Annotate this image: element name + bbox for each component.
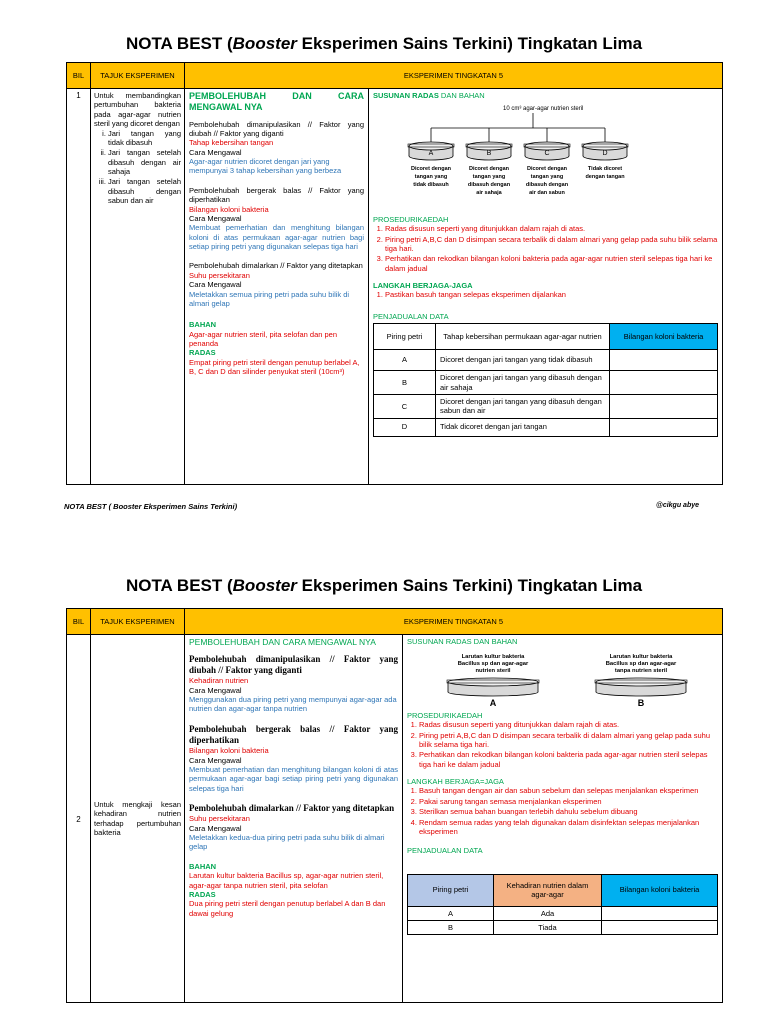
dish-caption: tangan yang bbox=[472, 174, 506, 181]
bil-cell: 2 bbox=[67, 635, 91, 1003]
table-row: B Tiada bbox=[408, 921, 718, 935]
pemboleh-heading: PEMBOLEHUBAH DAN CARA MENGAWAL NYA bbox=[189, 637, 376, 647]
petri-dish-b bbox=[466, 142, 512, 160]
petri-dish-a bbox=[447, 678, 539, 696]
dish-caption: tidak dibasuh bbox=[413, 182, 449, 189]
dish-label: C bbox=[544, 150, 550, 158]
experiment-table-1 bbox=[66, 62, 723, 485]
experiment-table-2 bbox=[66, 608, 723, 1003]
dish-caption: Bacillus sp dan agar-agar bbox=[605, 661, 677, 668]
data-table-1: Piring petri Tahap kebersihan permukaan agar-agar nutrien Bilangan koloni bakteria A Dicoret dengan jari tangan yang tidak dibasuh B Dicoret dengan jari tangan yang dibasuh dengan air sahaja C Dicoret dengan jari tangan yang dibasuh dengan sabun dan air D Tidak dicoret dengan jari tangan bbox=[373, 323, 718, 437]
dish-caption: dibasuh dengan bbox=[467, 182, 511, 189]
table-row: A Dicoret dengan jari tangan yang tidak dibasuh bbox=[374, 350, 718, 371]
langkah-heading: LANGKAH BERJAGA-JAGA bbox=[373, 281, 473, 290]
dish-caption: Larutan kultur bakteria bbox=[609, 654, 673, 661]
dish-caption: Dicoret dengan bbox=[410, 166, 452, 173]
dish-caption: dengan tangan bbox=[585, 174, 625, 181]
header-bil: BIL bbox=[67, 63, 91, 89]
dish-caption: nutrien steril bbox=[475, 668, 511, 675]
procedure-cell bbox=[403, 635, 723, 1003]
petri-dish-b bbox=[595, 678, 687, 696]
footer-left: NOTA BEST ( Booster Eksperimen Sains Terkini) bbox=[64, 502, 238, 511]
footer-right: @cikgu abye bbox=[656, 502, 700, 509]
variables-cell: PEMBOLEHUBAH DAN CARA MENGAWAL NYA Pembolehubah dimanipulasikan // Faktor yang diubah // Faktor yang diganti Tahap kebersihan tangan Cara Mengawal Agar-agar nutrien dicoret dengan jari yang mempunyai 3 tahap kebersihan yang berbeza Pembolehubah bergerak balas // Faktor yang diperhatikan Bilangan koloni bakteria Cara Mengawal Membuat pemerhatian dan menghitung bilangan koloni di atas permukaan agar-agar nutrien bagi setiap piring petri yang digunakan selepas tiga hari Pembolehubah dimalarkan // Faktor yang ditetapkan Suhu persekitaran Cara Mengawal Meletakkan semua piring petri pada suhu bilik di almari gelap BAHAN Agar-agar nutrien steril, pita selofan dan pen penanda RADAS Empat piring petri steril dengan penutup berlabel A, B, C dan D dan silinder penyukat steril (10cm³) bbox=[185, 89, 369, 485]
dish-caption: tangan yang bbox=[530, 174, 564, 181]
apparatus-diagram-2 bbox=[407, 646, 719, 708]
petri-dish-d bbox=[582, 142, 628, 160]
dish-caption: air sahaja bbox=[476, 190, 502, 197]
diagram-top-label: 10 cm³ agar-agar nutrien steril bbox=[503, 106, 584, 113]
table-row: D Tidak dicoret dengan jari tangan bbox=[374, 418, 718, 436]
header-tajuk: TAJUK EKSPERIMEN bbox=[91, 609, 185, 635]
apparatus-diagram-1 bbox=[373, 100, 719, 212]
prosedur-list: 1. Radas disusun seperti yang ditunjukkan dalam rajah di atas. 2. Piring petri A,B,C dan D disimpan secara terbalik di dalam almari yang gelap pada suhu bilik selama tiga hari. 3. Perhatikan dan rekodkan bilangan koloni bakteria pada agar-agar nutrien steril selepas tiga hari ke dalam jadual bbox=[419, 720, 718, 769]
dish-caption: dibasuh dengan bbox=[525, 182, 569, 189]
dish-caption: Dicoret dengan bbox=[468, 166, 510, 173]
dish-label: A bbox=[428, 150, 434, 158]
susunan-heading: SUSUNAN RADAS DAN BAHAN bbox=[407, 637, 518, 646]
penjaduan-heading: PENJADUALAN DATA bbox=[407, 846, 483, 856]
variables-cell: PEMBOLEHUBAH DAN CARA MENGAWAL NYA Pembolehubah dimanipulasikan // Faktor yang diubah // Faktor yang diganti Kehadiran nutrien Cara Mengawal Menggunakan dua piring petri yang mempunyai agar-agar ada nutrien dan agar-agar tanpa nutrien Pembolehubah bergerak balas // Faktor yang diperhatikan Bilangan koloni bakteria Cara Mengawal Membuat pemerhatian dan menghitung bilangan koloni di atas permukaan agar-agar bagi setiap piring petri yang digunakan selepas tiga hari Pembolehubah dimalarkan // Faktor yang ditetapkan Suhu persekitaran Cara Mengawal Meletakkan kedua-dua piring petri pada suhu bilik di almari gelap BAHAN Larutan kultur bakteria Bacillus sp, agar-agar nutrien steril, agar-agar tanpa nutrien steril, pita selofan RADAS Dua piring petri steril dengan penutup berlabel A dan B dan dawai gelung bbox=[185, 635, 403, 1003]
pemboleh-heading: PEMBOLEHUBAH DAN CARA MENGAWAL NYA bbox=[189, 91, 364, 113]
header-bil: BIL bbox=[67, 609, 91, 635]
dish-caption: tangan yang bbox=[414, 174, 448, 181]
bil-cell: 1 bbox=[67, 89, 91, 485]
table-row: A Ada bbox=[408, 906, 718, 920]
prosedur-heading: PROSEDURIKAEDAH bbox=[407, 710, 483, 720]
table-row: C Dicoret dengan jari tangan yang dibasuh dengan sabun dan air bbox=[374, 394, 718, 418]
langkah-list: 1. Basuh tangan dengan air dan sabun sebelum dan selepas menjalankan eksperimen 2. Pakai sarung tangan semasa menjalankan eksperimen 3. Sterilkan semua bahan buangan terlebih dahulu sebelum dibuang 4. Rendam semua radas yang telah digunakan dalam disinfektan selepas menjalankan eksperimen bbox=[419, 786, 718, 836]
prosedur-heading: PROSEDURIKAEDAH bbox=[373, 214, 449, 224]
dish-caption: Bacillus sp dan agar-agar bbox=[457, 661, 529, 668]
tajuk-cell: Untuk membandingkan pertumbuhan bakteria pada agar-agar nutrien steril yang dicoret dengan i. Jari tangan yang tidak dibasuh ii. Jari tangan setelah dibasuh dengan air sahaja iii. Jari tangan setelah dibasuh dengan sabun dan air bbox=[91, 89, 185, 485]
dish-caption: air dan sabun bbox=[529, 190, 565, 197]
data-table-2: Piring petri Kehadiran nutrien dalam agar-agar Bilangan koloni bakteria A Ada B Tiada bbox=[407, 874, 718, 936]
dish-caption: tanpa nutrien steril bbox=[614, 668, 668, 675]
langkah-heading: LANGKAH BERJAGA=JAGA bbox=[407, 777, 504, 786]
susunan-heading: SUSUNAN RADAS DAN BAHAN bbox=[373, 91, 485, 100]
header-tajuk: TAJUK EKSPERIMEN bbox=[91, 63, 185, 89]
tajuk-list: i. Jari tangan yang tidak dibasuh ii. Jari tangan setelah dibasuh dengan air sahaja iii. Jari tangan setelah dibasuh dengan sabun dan air bbox=[108, 129, 181, 206]
procedure-cell bbox=[369, 89, 723, 485]
page-title: NOTA BEST (Booster Eksperimen Sains Terkini) Tingkatan Lima bbox=[125, 34, 643, 53]
langkah-list: 1. Pastikan basuh tangan selepas eksperimen dijalankan bbox=[385, 290, 718, 299]
penjaduan-heading: PENJADUALAN DATA bbox=[373, 311, 449, 321]
table-row: B Dicoret dengan jari tangan yang dibasuh dengan air sahaja bbox=[374, 371, 718, 395]
dish-label: A bbox=[489, 698, 497, 709]
dish-label: B bbox=[637, 698, 645, 709]
petri-dish-c bbox=[524, 142, 570, 160]
petri-dish-a bbox=[408, 142, 454, 160]
dish-label: D bbox=[602, 150, 608, 158]
dish-caption: Larutan kultur bakteria bbox=[461, 654, 525, 661]
header-eksperimen: EKSPERIMEN TINGKATAN 5 bbox=[185, 63, 723, 89]
page-title-2: NOTA BEST (Booster Eksperimen Sains Terkini) Tingkatan Lima bbox=[125, 576, 643, 595]
dish-caption: Dicoret dengan bbox=[526, 166, 568, 173]
dish-caption: Tidak dicoret bbox=[587, 166, 623, 173]
tajuk-cell: Untuk mengkaji kesan kehadiran nutrien terhadap pertumbuhan bakteria bbox=[91, 635, 185, 1003]
prosedur-list: 1. Radas disusun seperti yang ditunjukkan dalam rajah di atas. 2. Piring petri A,B,C dan D disimpan secara terbalik di dalam almari yang gelap pada suhu bilik selama tiga hari. 3. Perhatikan dan rekodkan bilangan koloni bakteria pada agar-agar nutrien steril selepas tiga hari ke dalam jadual bbox=[385, 224, 718, 273]
dish-label: B bbox=[486, 150, 492, 158]
header-eksperimen: EKSPERIMEN TINGKATAN 5 bbox=[185, 609, 723, 635]
